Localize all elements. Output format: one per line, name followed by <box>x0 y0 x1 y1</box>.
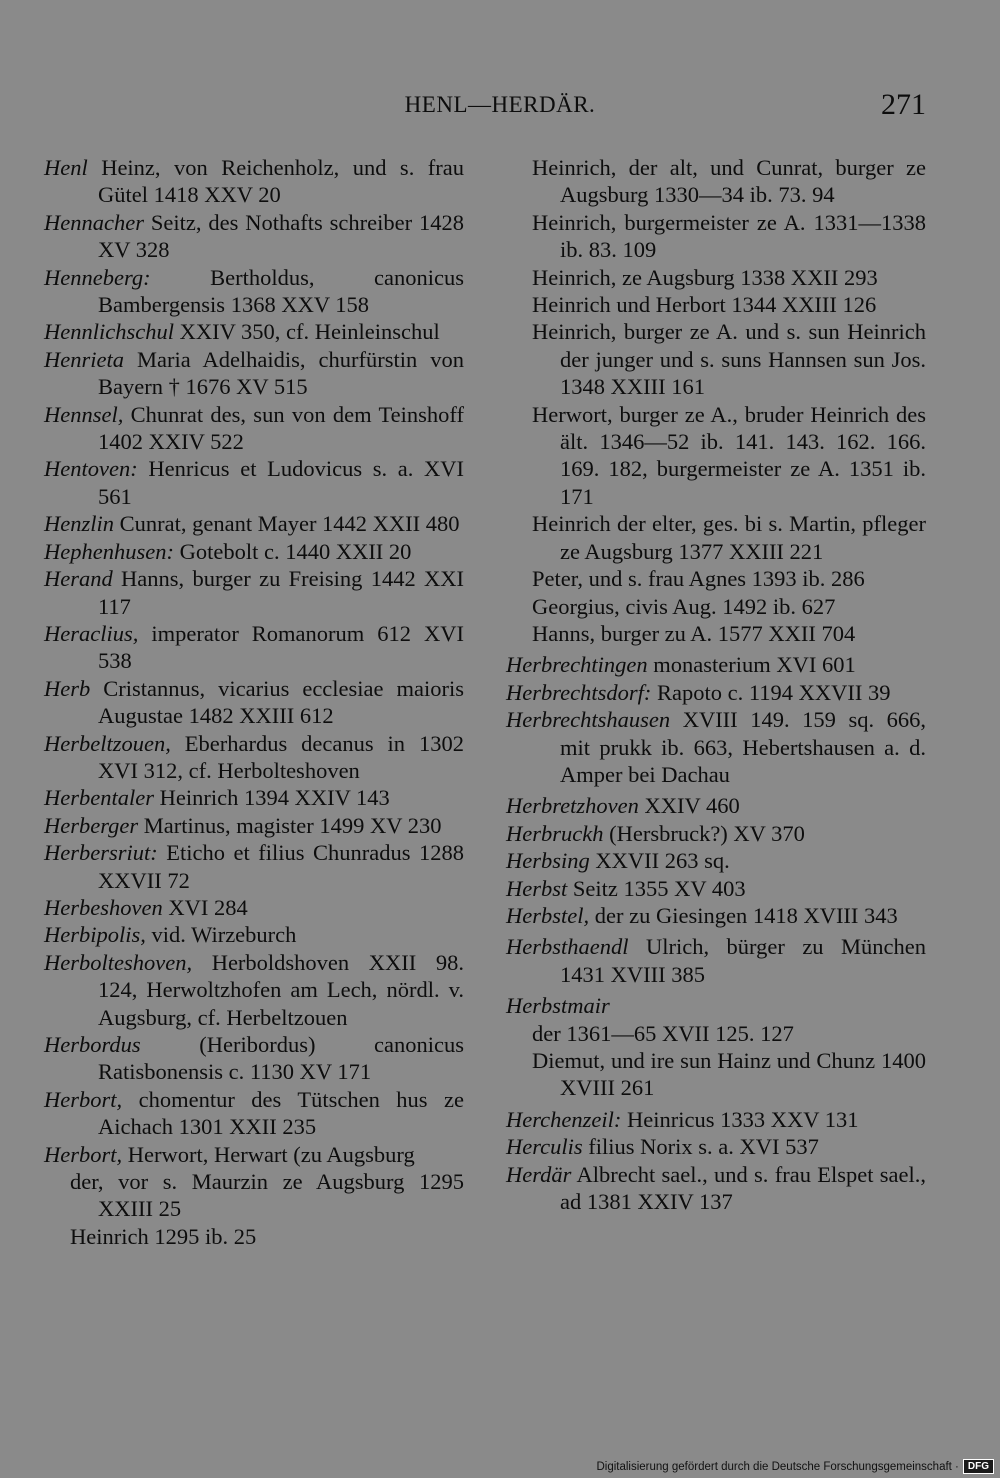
entry-headword: Herbrechtshausen <box>506 707 671 733</box>
entry-headword: Herberger <box>44 812 139 838</box>
entry-headword: Henrieta <box>44 346 124 372</box>
index-subentry: Hanns, burger zu A. 1577 XXII 704 <box>532 620 856 646</box>
index-entry <box>44 154 464 209</box>
entry-text: Eticho et filius Chunradus 1288 XXVII 72 <box>98 840 464 893</box>
footer-credit-text: Digitalisierung gefördert durch die Deutsche Forschungsgemeinschaft · <box>596 1460 959 1473</box>
entry-headword: Herbort, <box>44 1086 123 1112</box>
index-entry <box>506 1133 926 1160</box>
entry-text: Heinrich 1394 XXIV 143 <box>153 785 390 811</box>
entry-text: filius Norix s. a. XVI 537 <box>582 1134 819 1160</box>
entry-headword: Herbeshoven <box>44 894 163 920</box>
entry-headword: Herbordus <box>44 1032 141 1057</box>
index-entry <box>44 538 464 565</box>
index-subentry: Heinrich, der alt, und Cunrat, burger ze Augsburg 1330—34 ib. 73. 94 <box>532 155 926 208</box>
dfg-logo: DFG <box>963 1459 994 1474</box>
index-entry <box>44 675 464 730</box>
index-subentry: Georgius, civis Aug. 1492 ib. 627 <box>532 593 836 619</box>
index-subentry: Heinrich, burgermeister ze A. 1331—1338 ib. 83. 109 <box>532 209 926 263</box>
entry-text: XVIII 149. 159 sq. 666, mit prukk ib. 663, Hebertshausen a. d. Amper bei Dachau <box>560 707 926 787</box>
index-entry <box>44 730 464 785</box>
entry-text: Herwort, Herwart (zu Augsburg <box>122 1141 415 1167</box>
entry-headword: Herbipolis, <box>44 922 146 948</box>
entry-text: XXVII 263 sq. <box>589 848 730 874</box>
entry-headword: Heraclius, <box>44 620 139 646</box>
index-subentry: Heinrich und Herbort 1344 XXIII 126 <box>532 292 877 318</box>
entry-text: Cristannus, vicarius ecclesiae maioris Augustae 1482 XXIII 612 <box>90 675 464 729</box>
index-entry <box>506 820 926 847</box>
entry-headword: Herchenzeil: <box>506 1106 622 1132</box>
index-subentry: Heinrich, burger ze A. und s. sun Heinrich der junger und s. suns Hannsen sun Jos. 1348 XXIII 161 <box>532 319 926 400</box>
entry-headword: Herdär <box>506 1161 572 1187</box>
index-entry <box>506 1106 926 1133</box>
entry-text: (Heribordus) canonicus Ratisbonensis c. 1130 XV 171 <box>98 1032 464 1085</box>
entry-headword: Henl <box>44 155 88 180</box>
index-entry <box>506 847 926 874</box>
entry-headword: Henneberg: <box>44 264 151 290</box>
index-subentry: Diemut, und ire sun Hainz und Chunz 1400 XVIII 261 <box>532 1048 926 1101</box>
entry-headword: Herbstmair <box>506 993 610 1019</box>
footer-credit <box>596 1459 994 1474</box>
left-column <box>44 154 464 1250</box>
entry-headword: Herbolteshoven, <box>44 949 193 975</box>
entry-text: XXIV 460 <box>638 793 740 819</box>
index-entry <box>506 992 926 1019</box>
entry-text: Maria Adelhaidis, churfürstin von Bayern † 1676 XV 515 <box>98 346 464 400</box>
index-entry <box>506 651 926 678</box>
entry-headword: Henzlin <box>44 511 114 537</box>
entry-text: Herboldshoven XXII 98. 124, Herwoltzhofen am Lech, nördl. v. Augsburg, cf. Herbeltzouen <box>98 949 464 1030</box>
index-entry <box>506 679 926 706</box>
index-subentry: Heinrich 1295 ib. 25 <box>70 1223 257 1249</box>
index-entry <box>506 933 926 988</box>
index-entry <box>44 620 464 675</box>
entry-text: chomentur des Tütschen hus ze Aichach 1301 XXII 235 <box>98 1086 464 1140</box>
index-subentry: Herwort, burger ze A., bruder Heinrich des ält. 1346—52 ib. 141. 143. 162. 166. 169. 182, burgermeister ze A. 1351 ib. 171 <box>532 401 926 509</box>
index-entry <box>506 902 926 929</box>
index-entry <box>44 346 464 401</box>
entry-text: Ulrich, bürger zu München 1431 XVIII 385 <box>560 934 926 987</box>
index-entry <box>44 264 464 319</box>
entry-text: (Hersbruck?) XV 370 <box>603 820 805 846</box>
page-number: 271 <box>881 88 926 121</box>
entry-text: Albrecht sael., und s. frau Elspet sael., ad 1381 XXIV 137 <box>560 1161 926 1215</box>
entry-headword: Herbentaler <box>44 785 154 811</box>
entry-headword: Hennsel, <box>44 401 124 427</box>
entry-headword: Hennlichschul <box>44 319 174 345</box>
index-subentry: Heinrich, ze Augsburg 1338 XXII 293 <box>532 264 878 290</box>
entry-headword: Herbsthaendl <box>506 934 629 960</box>
index-entry <box>44 949 464 1031</box>
entry-headword: Herbrechtsdorf: <box>506 679 652 705</box>
entry-text: Hanns, burger zu Freising 1442 XXI 117 <box>98 566 464 619</box>
entry-text: Heinricus 1333 XXV 131 <box>621 1106 859 1132</box>
entry-text: vid. Wirzeburch <box>145 922 297 948</box>
entry-headword: Herbst <box>506 875 568 901</box>
entry-text: monasterium XVI 601 <box>647 652 856 678</box>
entry-headword: Herbort, <box>44 1141 123 1167</box>
entry-headword: Hentoven: <box>44 456 138 482</box>
index-entry <box>44 318 464 345</box>
index-entry <box>44 455 464 510</box>
index-entry <box>506 1161 926 1216</box>
entry-headword: Hennacher <box>44 209 144 235</box>
entry-text: Gotebolt c. 1440 XXII 20 <box>173 538 412 564</box>
entry-headword: Hephenhusen: <box>44 538 174 564</box>
entry-text: Seitz 1355 XV 403 <box>567 875 746 901</box>
index-subentry: Heinrich der elter, ges. bi s. Martin, pfleger ze Augsburg 1377 XXIII 221 <box>532 511 926 564</box>
entry-headword: Herbersriut: <box>44 840 158 866</box>
entry-headword: Herbeltzouen, <box>44 730 171 756</box>
entry-text: Cunrat, genant Mayer 1442 XXII 480 <box>114 511 460 537</box>
index-entry <box>44 784 464 811</box>
entry-headword: Herand <box>44 566 113 592</box>
entry-text: Chunrat des, sun von dem Teinshoff 1402 XXIV 522 <box>98 401 464 455</box>
entry-text: Henricus et Ludovicus s. a. XVI 561 <box>98 456 464 509</box>
index-entry <box>506 875 926 902</box>
entry-text: imperator Romanorum 612 XVI 538 <box>98 620 464 674</box>
index-entry <box>44 209 464 264</box>
entry-text: Rapoto c. 1194 XXVII 39 <box>651 679 891 705</box>
entry-text: XVI 284 <box>162 894 248 920</box>
index-entry <box>44 510 464 537</box>
index-subentry: der 1361—65 XVII 125. 127 <box>532 1020 794 1046</box>
entry-headword: Herbruckh <box>506 820 604 846</box>
index-entry <box>44 894 464 921</box>
running-header-title: HENL—HERDÄR. <box>404 92 596 117</box>
index-entry <box>506 706 926 788</box>
index-entry <box>44 812 464 839</box>
index-entry <box>44 401 464 456</box>
entry-text: Martinus, magister 1499 XV 230 <box>138 812 442 838</box>
index-entry <box>44 839 464 894</box>
entry-headword: Herbsing <box>506 848 590 874</box>
entry-text: Seitz, des Nothafts schreiber 1428 XV 328 <box>98 209 464 263</box>
index-entry <box>44 565 464 620</box>
entry-headword: Herbretzhoven <box>506 793 639 819</box>
index-entry <box>44 1031 464 1086</box>
entry-text: Eberhardus decanus in 1302 XVI 312, cf. Herbolteshoven <box>98 730 464 783</box>
index-subentry: Peter, und s. frau Agnes 1393 ib. 286 <box>532 566 865 592</box>
entry-text: Heinz, von Reichenholz, und s. frau Gütel 1418 XXV 20 <box>87 155 464 208</box>
entry-headword: Herbrechtingen <box>506 652 648 678</box>
index-entry <box>44 1141 464 1168</box>
entry-headword: Herculis <box>506 1134 583 1160</box>
entry-text: Bertholdus, canonicus Bambergensis 1368 XXV 158 <box>98 264 464 318</box>
index-subentry: der, vor s. Maurzin ze Augsburg 1295 XXIII 25 <box>70 1169 464 1222</box>
entry-text: XXIV 350, cf. Heinleinschul <box>173 319 440 345</box>
entry-text: der zu Giesingen 1418 XVIII 343 <box>589 902 898 928</box>
index-entry <box>44 921 464 948</box>
entry-headword: Herb <box>44 675 91 701</box>
right-column <box>506 154 926 1215</box>
index-entry <box>506 792 926 819</box>
index-entry <box>44 1086 464 1141</box>
entry-headword: Herbstel, <box>506 902 590 928</box>
